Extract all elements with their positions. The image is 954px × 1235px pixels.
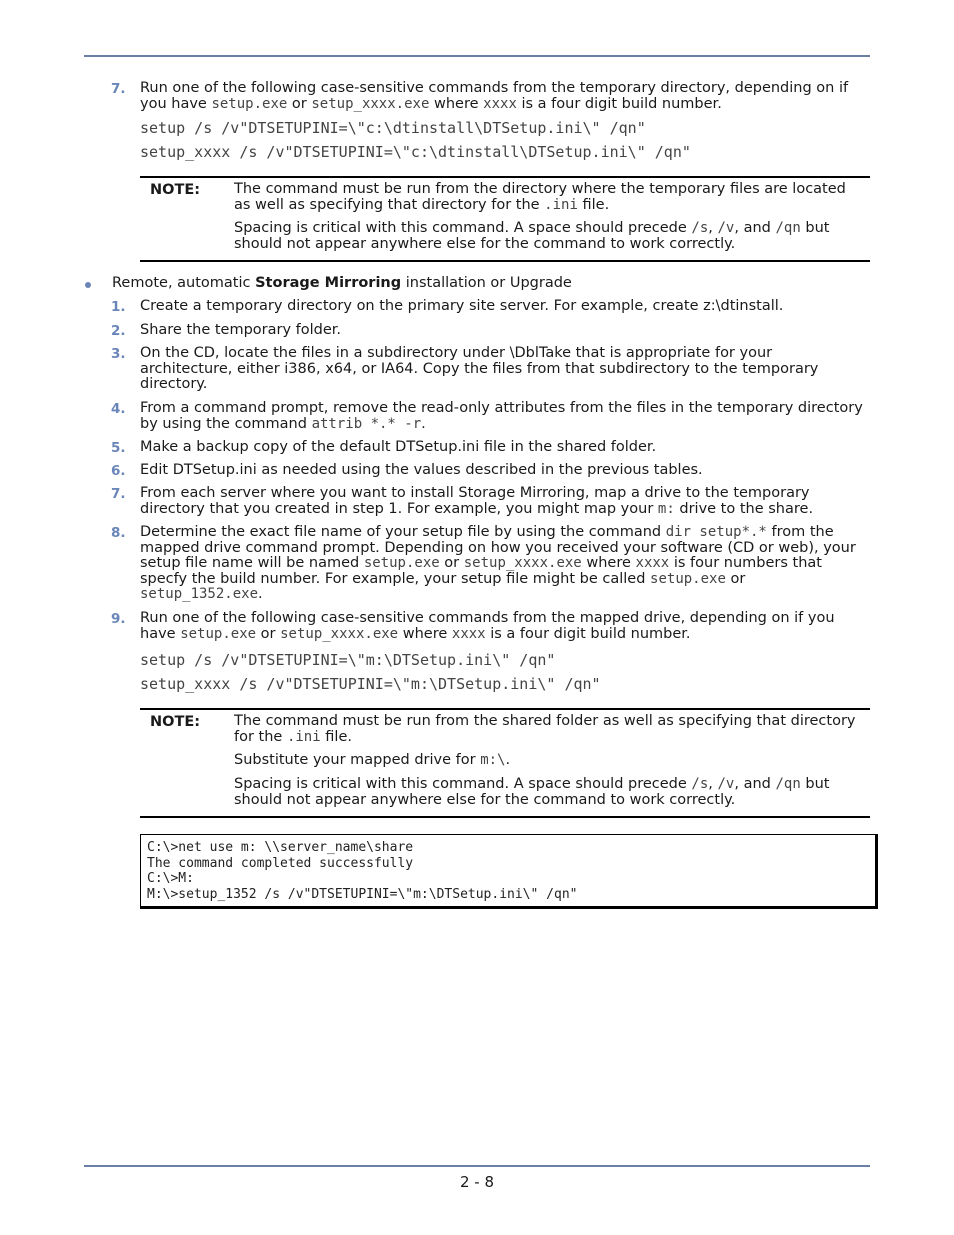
bullet-icon (85, 282, 91, 288)
step-text: Run one of the following case-sensitive commands from the mapped drive, depending on if you have setup.exe or setup_xxxx.exe where xxxx is a four digit build number. (140, 610, 835, 642)
note-text: Spacing is critical with this command. A space should precede /s, /v, and /qn but should not appear anywhere else for the command to work correctly. (234, 776, 830, 808)
note-box (140, 176, 870, 262)
step-text: Edit DTSetup.ini as needed using the values described in the previous tables. (140, 462, 703, 478)
note-label: NOTE: (150, 714, 201, 730)
command-line: setup /s /v"DTSETUPINI=\"c:\dtinstall\DTSetup.ini\" /qn" (140, 119, 646, 137)
console-line: M:\>setup_1352 /s /v"DTSETUPINI=\"m:\DTSetup.ini\" /qn" (147, 886, 578, 902)
step-text: From each server where you want to install Storage Mirroring, map a drive to the temporary directory that you created in step 1. For example, you might map your m: drive to the share. (140, 485, 814, 517)
step-number: 4. (111, 401, 126, 417)
console-line: C:\>net use m: \\server_name\share (147, 840, 414, 855)
command-line: setup_xxxx /s /v"DTSETUPINI=\"m:\DTSetup.ini\" /qn" (140, 675, 601, 693)
step-number: 3. (111, 346, 126, 362)
step-text: Make a backup copy of the default DTSetup.ini file in the shared folder. (140, 439, 657, 455)
note-text: Spacing is critical with this command. A space should precede /s, /v, and /qn but should not appear anywhere else for the command to work correctly. (234, 220, 830, 252)
console-output (140, 834, 878, 909)
command-line: setup /s /v"DTSETUPINI=\"m:\DTSetup.ini\" /qn" (140, 651, 556, 669)
step-text: From a command prompt, remove the read-only attributes from the files in the temporary directory by using the command attrib *.* -r. (140, 400, 863, 432)
note-box (140, 708, 870, 818)
step-number: 7. (111, 81, 126, 97)
note-label: NOTE: (150, 182, 201, 198)
step-text: On the CD, locate the files in a subdirectory under \DblTake that is appropriate for your architecture, either i386, x64, or IA64. Copy the files from that subdirectory to the temporary directory. (140, 345, 819, 392)
footer-rule (84, 1165, 870, 1167)
step-number: 5. (111, 440, 126, 456)
note-text: The command must be run from the directory where the temporary files are located as well as specifying that directory for the .ini file. (234, 181, 846, 213)
step-text: Create a temporary directory on the primary site server. For example, create z:\dtinstall. (140, 298, 784, 314)
bullet-text: Remote, automatic Storage Mirroring installation or Upgrade (112, 275, 572, 291)
step-text: Share the temporary folder. (140, 322, 342, 338)
step-number: 2. (111, 323, 126, 339)
note-text: The command must be run from the shared folder as well as specifying that directory for the .ini file. (234, 713, 856, 745)
step-number: 1. (111, 299, 126, 315)
step-number: 6. (111, 463, 126, 479)
step-number: 7. (111, 486, 126, 502)
note-text: Substitute your mapped drive for m:\. (234, 752, 511, 768)
step-text: Determine the exact file name of your setup file by using the command dir setup*.* from the mapped drive command prompt. Depending on how you received your software (CD or web), your setup file name will be named setup.exe or setup_xxxx.exe where xxxx is four numbers that specfy the build number. For example, your setup file might be called setup.exe or setup_1352.exe. (140, 524, 856, 602)
console-line: The command completed successfully (147, 855, 414, 871)
header-rule (84, 55, 870, 57)
page-number: 2 - 8 (459, 1173, 495, 1191)
step-number: 8. (111, 525, 126, 541)
command-line: setup_xxxx /s /v"DTSETUPINI=\"c:\dtinstall\DTSetup.ini\" /qn" (140, 143, 691, 161)
console-line: C:\>M: (147, 871, 194, 886)
step-number: 9. (111, 611, 126, 627)
step-text: Run one of the following case-sensitive commands from the temporary directory, depending on if you have setup.exe or setup_xxxx.exe where xxxx is a four digit build number. (140, 80, 849, 112)
